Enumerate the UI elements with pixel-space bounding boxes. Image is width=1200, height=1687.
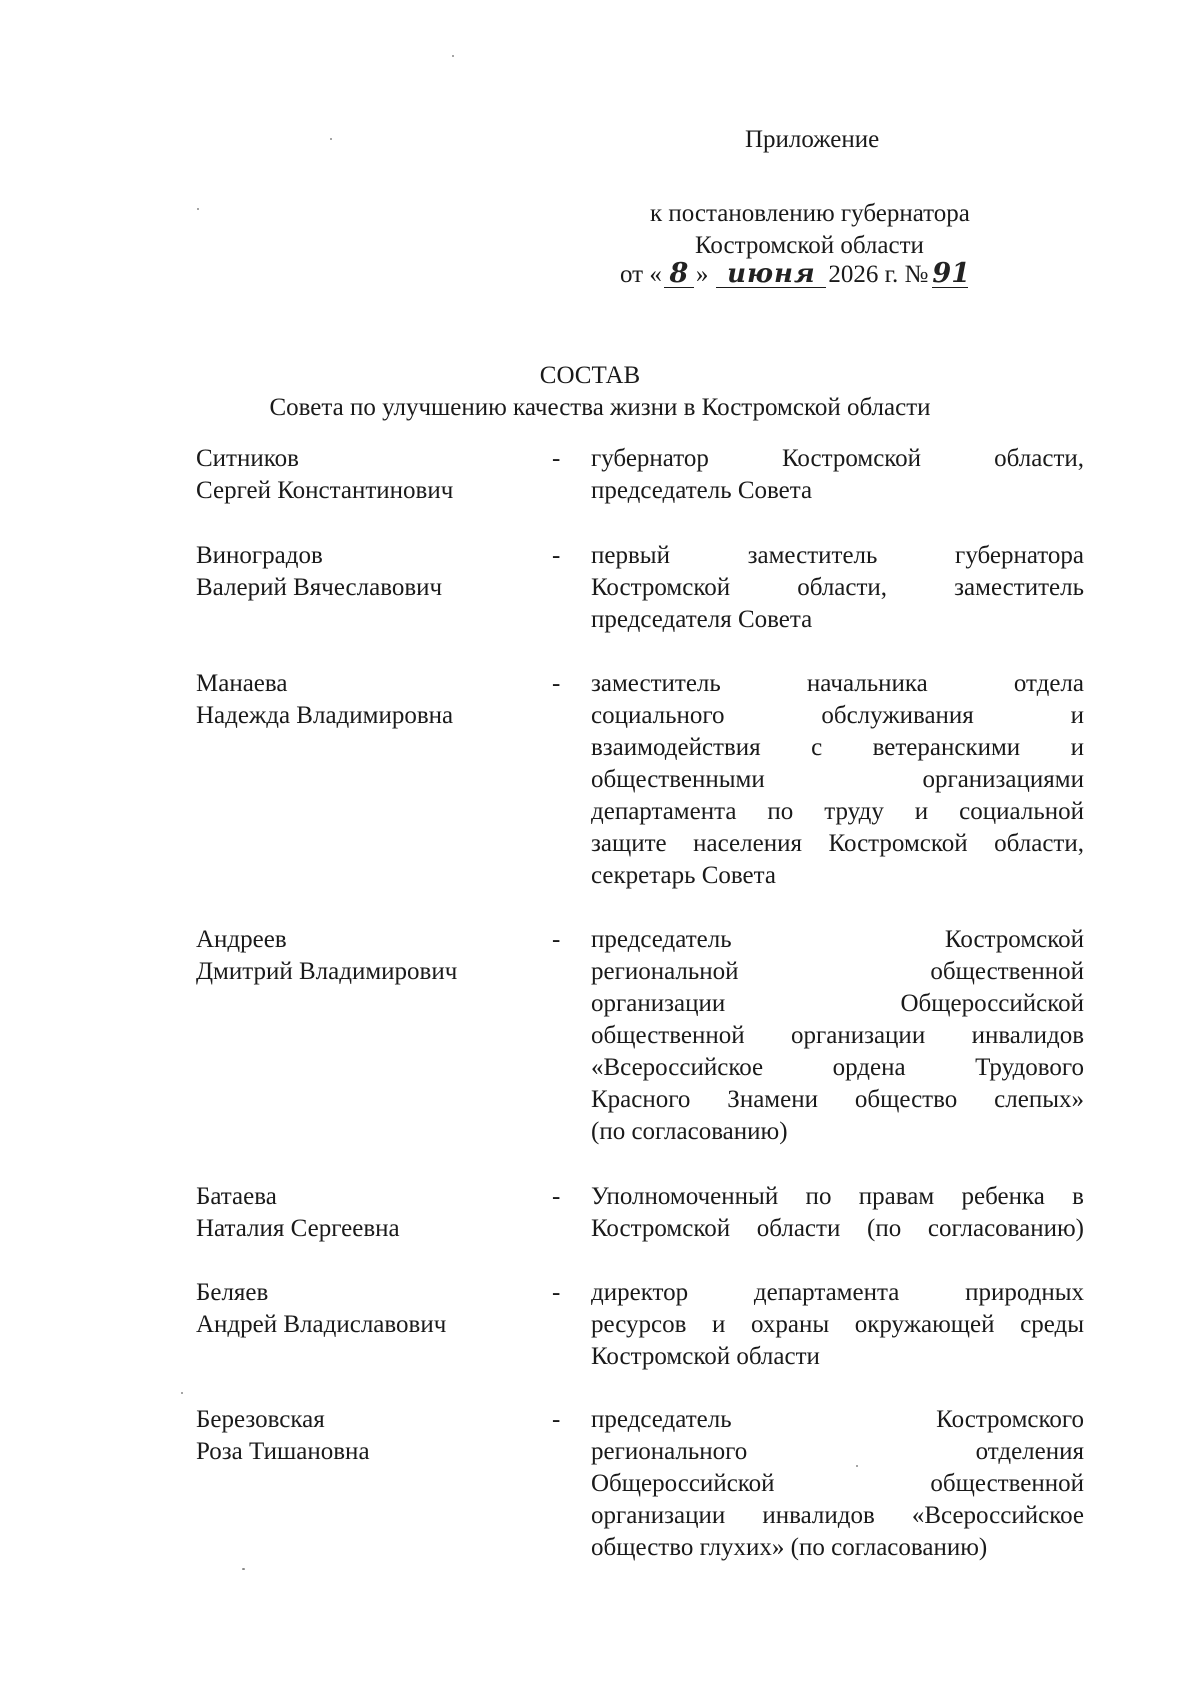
member-name [196,1277,526,1341]
role-line: взаимодействия с ветеранскими и [591,734,1084,761]
member-name [196,924,526,988]
scan-speck [197,208,199,210]
member-given-names: Валерий Вячеславович [196,574,443,601]
scan-speck [452,55,454,57]
role-line: организации инвалидов «Всероссийское [591,1502,1084,1529]
role-line: заместитель начальника отдела [591,670,1084,697]
role-line: ресурсов и охраны окружающей среды [591,1311,1084,1338]
member-role [591,1181,1084,1245]
role-line: организации Общероссийской [591,990,1084,1017]
member-role [591,540,1084,636]
role-line: председатель Костромской [591,926,1084,953]
scan-speck [181,1392,183,1394]
member-dash: - [552,670,561,697]
role-line: Общероссийской общественной [591,1470,1084,1497]
role-line: общество глухих» (по согласованию) [591,1534,988,1561]
role-line: председатель Костромского [591,1406,1084,1433]
member-dash: - [552,542,561,569]
member-dash: - [552,1183,561,1210]
role-line: социального обслуживания и [591,702,1084,729]
role-line: Костромской области, заместитель [591,574,1084,601]
member-surname: Андреев [196,926,287,953]
role-line: общественной организации инвалидов [591,1022,1084,1049]
role-line: региональной общественной [591,958,1084,985]
member-given-names: Наталия Сергеевна [196,1215,400,1242]
role-line: Костромской области (по согласованию) [591,1215,1084,1242]
role-line: Красного Знамени общество слепых» [591,1086,1084,1113]
role-line: регионального отделения [591,1438,1084,1465]
date-day-handwritten: 8 [664,261,694,288]
role-line: Костромской области [591,1343,820,1370]
role-line: секретарь Совета [591,862,776,889]
member-dash: - [552,1406,561,1433]
member-given-names: Дмитрий Владимирович [196,958,458,985]
role-line: председатель Совета [591,477,813,504]
role-line: защите населения Костромской области, [591,830,1084,857]
member-surname: Виноградов [196,542,323,569]
appendix-reference-line-2: Костромской области [695,232,924,259]
member-role [591,443,1084,507]
member-surname: Беляев [196,1279,269,1306]
member-surname: Ситников [196,445,299,472]
doc-number-handwritten: 91 [932,258,970,289]
member-name [196,540,526,604]
role-line: первый заместитель губернатора [591,542,1084,569]
role-line: директор департамента природных [591,1279,1084,1306]
decree-date-line [620,259,968,291]
role-line: департамента по труду и социальной [591,798,1084,825]
council-subtitle: Совета по улучшению качества жизни в Костромской области [269,394,931,421]
role-line: Уполномоченный по правам ребенка в [591,1183,1084,1210]
member-role [591,924,1084,1148]
member-dash: - [552,926,561,953]
role-line: «Всероссийское ордена Трудового [591,1054,1084,1081]
member-given-names: Андрей Владиславович [196,1311,447,1338]
scan-speck [856,1465,858,1467]
role-line: (по согласованию) [591,1118,788,1145]
member-role [591,668,1084,892]
composition-title: СОСТАВ [539,362,641,389]
member-name [196,1181,526,1245]
member-given-names: Надежда Владимировна [196,702,454,729]
member-surname: Батаева [196,1183,277,1210]
role-line: губернатор Костромской области, [591,445,1084,472]
member-name [196,668,526,732]
role-line: общественными организациями [591,766,1084,793]
member-dash: - [552,445,561,472]
date-year: 2026 г. № [828,261,929,288]
appendix-title: Приложение [745,126,880,153]
member-given-names: Роза Тишановна [196,1438,370,1465]
date-month-handwritten: июня [716,261,826,288]
date-prefix: от « [620,261,662,288]
appendix-reference-line-1: к постановлению губернатора [650,200,970,227]
member-role [591,1404,1084,1564]
scan-speck [242,1568,245,1570]
member-name [196,443,526,507]
member-given-names: Сергей Константинович [196,477,454,504]
member-surname: Манаева [196,670,288,697]
date-mid: » [695,261,709,288]
member-surname: Березовская [196,1406,325,1433]
scan-speck [330,138,332,140]
member-role [591,1277,1084,1373]
member-name [196,1404,526,1468]
role-line: председателя Совета [591,606,813,633]
member-dash: - [552,1279,561,1306]
